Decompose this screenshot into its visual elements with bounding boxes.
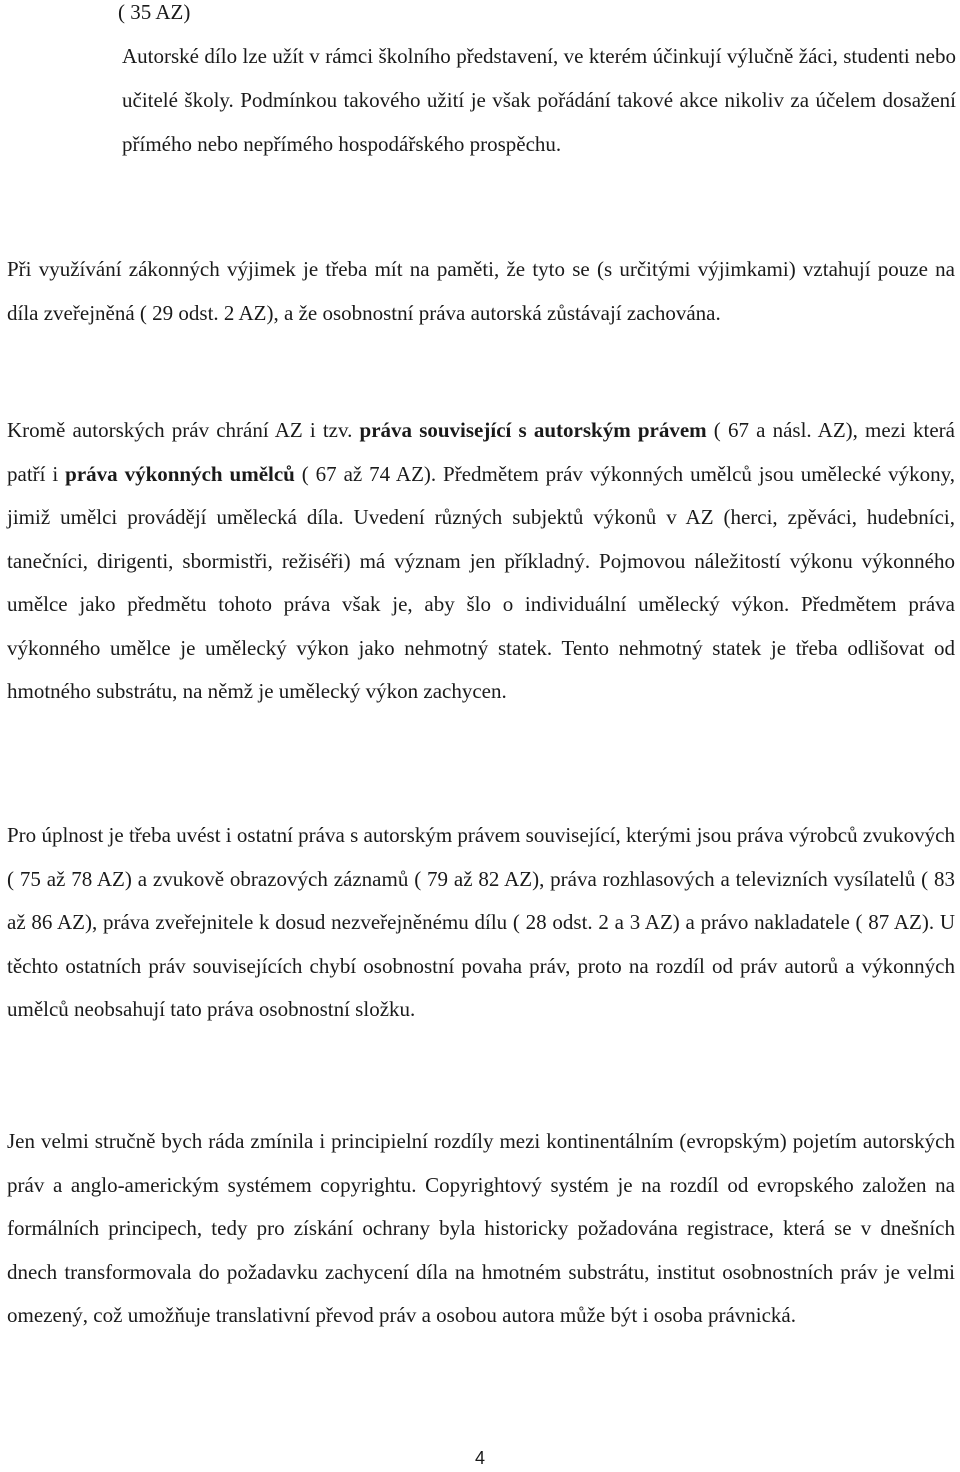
- bold-term-related-rights: práva související s autorským právem: [359, 418, 707, 442]
- paragraph-text: ( 67 a násl. AZ), mezi která patří i: [7, 418, 955, 486]
- law-quote-text: Autorské dílo lze užít v rámci školního představení, ve kterém účinkují výlučně žáci, studenti nebo učitelé školy. Podmínkou takového užití je však pořádání takové akce nikoliv za účelem dosažení přímého nebo nepřímého hospodářského prospěchu.: [122, 44, 956, 156]
- bold-term-performers-rights: práva výkonných umělců: [65, 461, 295, 486]
- paragraph-text: ( 67 až 74 AZ). Předmětem práv výkonných umělců jsou umělecké výkony, jimiž umělci provádějí umělecká díla. Uvedení různých subjektů výkonů v AZ (herci, zpěváci, hudebníci, tanečníci, dirigenti, sbormistři, režiséři) má význam jen příkladný. Pojmovou náležitostí výkonu výkonného umělce jako předmětu tohoto práva však je, aby šlo o individuální umělecký výkon. Předmětem práva výkonného umělce je umělecký výkon jako nehmotný statek. Tento nehmotný statek je třeba odlišovat od hmotného substrátu, na němž je umělecký výkon zachycen.: [7, 461, 955, 703]
- law-reference: ( 35 AZ): [118, 0, 191, 24]
- paragraph-exceptions: Při využívání zákonných výjimek je třeba mít na paměti, že tyto se (s určitými výjimkami) vztahují pouze na díla zveřejněná ( 29 odst. 2 AZ), a že osobnostní práva autorská zůstávají zachována.: [7, 257, 955, 325]
- page-number: 4: [474, 1448, 485, 1468]
- paragraph-copyright-differences: Jen velmi stručně bych ráda zmínila i principielní rozdíly mezi kontinentálním (evropským) pojetím autorských práv a anglo-americkým systémem copyrightu. Copyrightový systém je na rozdíl od evropského založen na formálních principech, tedy pro získání ochrany byla historicky požadována registrace, která se v dnešních dnech transformovala do požadavku zachycení díla na hmotném substrátu, institut osobnostních práv je velmi omezený, což umožňuje translativní převod práv a osobou autora může být i osoba právnická.: [7, 1129, 955, 1327]
- law-quote-block: [118, 0, 956, 166]
- paragraph-other-related-rights: Pro úplnost je třeba uvést i ostatní práva s autorským právem související, kterými jsou práva výrobců zvukových ( 75 až 78 AZ) a zvukově obrazových záznamů ( 79 až 82 AZ), práva rozhlasových a televizních vysílatelů ( 83 až 86 AZ), práva zveřejnitele k dosud nezveřejněnému dílu ( 28 odst. 2 a 3 AZ) a právo nakladatele ( 87 AZ). U těchto ostatních práv souvisejících chybí osobnostní povaha práv, proto na rozdíl od práv autorů a výkonných umělců neobsahují tato práva osobnostní složku.: [7, 823, 955, 1021]
- paragraph-text: Kromě autorských práv chrání AZ i tzv.: [7, 418, 360, 442]
- paragraph-related-rights: [7, 409, 955, 714]
